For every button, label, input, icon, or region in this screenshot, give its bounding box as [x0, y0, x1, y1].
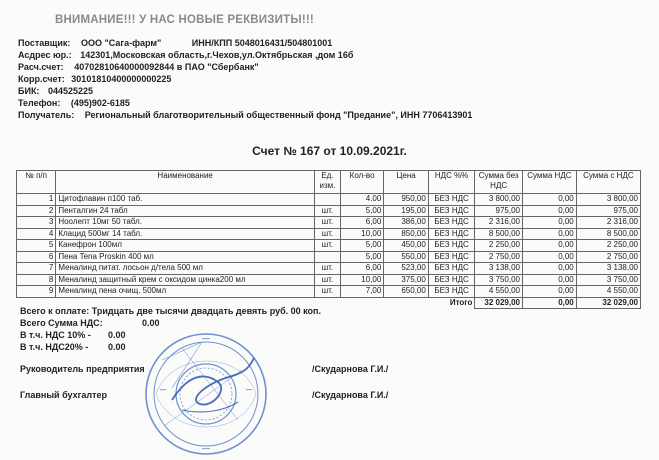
bik-line [18, 86, 93, 96]
vat20-value: 0.00 [108, 342, 126, 352]
table-row [17, 205, 641, 217]
corr-line [18, 74, 171, 84]
row-name: Меналинд защитный крем с оксидом цинка200 мл [56, 274, 315, 286]
vat-total-label: Всего Сумма НДС: [20, 318, 103, 328]
row-unit [315, 194, 341, 206]
phone-line [18, 98, 130, 108]
row-vat-rate: БЕЗ НДС [428, 217, 475, 229]
col-header-num: № п/п [17, 171, 56, 194]
row-price: 950,00 [384, 194, 428, 206]
vat-total-value: 0.00 [142, 318, 160, 328]
row-num: 3 [17, 217, 56, 229]
director-name: /Скударнова Г.И./ [312, 364, 389, 374]
row-unit: шт. [315, 205, 341, 217]
row-name: Меналинд пена очищ. 500мл [56, 286, 315, 298]
row-sum-with-vat: 2 250,00 [576, 240, 640, 252]
supplier-name: ООО "Сага-фарм" [80, 38, 162, 48]
recipient-value: Региональный благотворительный общественный фонд "Предание", ИНН 7706413901 [84, 110, 473, 120]
row-sum-with-vat: 4 550,00 [576, 286, 640, 298]
row-name: Пена Tena Proskin 400 мл [56, 251, 315, 263]
table-row [17, 286, 641, 298]
row-sum-with-vat: 2 750,00 [576, 251, 640, 263]
row-vat-sum: 0,00 [522, 251, 576, 263]
col-header-price: Цена [384, 171, 428, 194]
row-sum-with-vat: 2 316,00 [576, 217, 640, 229]
row-qty: 4.00 [340, 194, 383, 206]
supplier-line [18, 38, 332, 48]
row-unit: шт. [315, 217, 341, 229]
row-qty: 5,00 [340, 251, 383, 263]
supplier-inn: ИНН/КПП 5048016431/504801001 [191, 38, 333, 48]
row-num: 6 [17, 251, 56, 263]
row-price: 386,00 [384, 217, 428, 229]
vat10-line [20, 330, 126, 340]
row-price: 523,00 [384, 263, 428, 275]
row-qty: 7,00 [340, 286, 383, 298]
row-sum-no-vat: 2 250,00 [475, 240, 523, 252]
row-vat-rate: БЕЗ НДС [428, 251, 475, 263]
row-vat-rate: БЕЗ НДС [428, 286, 475, 298]
row-sum-no-vat: 8 500,00 [475, 228, 523, 240]
table-row [17, 194, 641, 206]
notice-banner: ВНИМАНИЕ!!! У НАС НОВЫЕ РЕКВИЗИТЫ!!! [55, 14, 314, 26]
row-unit: шт. [315, 286, 341, 298]
phone-label: Телефон: [18, 98, 61, 108]
col-header-name: Наименование [56, 171, 315, 194]
address-value: 142301,Московская область,г.Чехов,ул.Октябрьская ,дом 16б [80, 50, 354, 60]
col-header-unit: Ед. изм. [315, 171, 341, 194]
total-in-words: Всего к оплате: Тридцать две тысячи двадцать девять руб. 00 коп. [20, 306, 321, 316]
col-header-vat-sum: Сумма НДС [522, 171, 576, 194]
row-qty: 10,00 [340, 228, 383, 240]
vat10-label: В т.ч. НДС 10% - [20, 330, 91, 340]
row-sum-no-vat: 2 750,00 [475, 251, 523, 263]
row-unit: шт. [315, 263, 341, 275]
accountant-name: /Скударнова Г.И./ [312, 390, 389, 400]
row-sum-with-vat: 975,00 [576, 205, 640, 217]
row-name: Клацид 500мг 14 табл. [56, 228, 315, 240]
address-label: Асдрес юр.: [18, 50, 72, 60]
row-price: 650,00 [384, 286, 428, 298]
row-qty: 5,00 [340, 205, 383, 217]
row-qty: 6,00 [340, 263, 383, 275]
table-row [17, 251, 641, 263]
row-unit: шт. [315, 240, 341, 252]
row-num: 1 [17, 194, 56, 206]
row-vat-rate: БЕЗ НДС [428, 205, 475, 217]
row-name: Канефрон 100мл [56, 240, 315, 252]
account-line [18, 62, 259, 72]
row-sum-no-vat: 3 750,00 [475, 274, 523, 286]
row-unit: шт. [315, 274, 341, 286]
bik-value: 044525225 [47, 86, 94, 96]
recipient-label: Получатель: [18, 110, 75, 120]
accountant-label: Главный бухгалтер [20, 390, 108, 400]
address-line [18, 50, 353, 60]
row-vat-rate: БЕЗ НДС [428, 194, 475, 206]
row-num: 7 [17, 263, 56, 275]
row-sum-no-vat: 975,00 [475, 205, 523, 217]
vat10-value: 0.00 [108, 330, 126, 340]
total-vat: 0,00 [522, 297, 576, 309]
total-with-vat: 32 029,00 [576, 297, 640, 309]
invoice-title: Счет № 167 от 10.09.2021г. [252, 144, 407, 158]
row-price: 550,00 [384, 251, 428, 263]
row-sum-with-vat: 3 800,00 [576, 194, 640, 206]
total-no-vat: 32 029,00 [475, 297, 523, 309]
row-sum-with-vat: 3 750,00 [576, 274, 640, 286]
row-name: Пенталгин 24 табл [56, 205, 315, 217]
row-vat-rate: БЕЗ НДС [428, 228, 475, 240]
vat-total-line [20, 318, 160, 328]
row-sum-with-vat: 3 138,00 [576, 263, 640, 275]
row-vat-sum: 0,00 [522, 274, 576, 286]
row-num: 9 [17, 286, 56, 298]
row-num: 8 [17, 274, 56, 286]
corr-value: 30101810400000000225 [71, 74, 172, 84]
row-vat-sum: 0,00 [522, 286, 576, 298]
vat20-line [20, 342, 126, 352]
col-header-sum-with-vat: Сумма с НДС [576, 171, 640, 194]
row-name: Цитофлавин п100 таб. [56, 194, 315, 206]
table-row [17, 217, 641, 229]
col-header-qty: Кол-во [340, 171, 383, 194]
row-vat-sum: 0,00 [522, 263, 576, 275]
row-vat-rate: БЕЗ НДС [428, 263, 475, 275]
row-price: 375,00 [384, 274, 428, 286]
table-row [17, 263, 641, 275]
col-header-sum-no-vat: Сумма без НДС [475, 171, 523, 194]
row-num: 5 [17, 240, 56, 252]
row-price: 850,00 [384, 228, 428, 240]
company-stamp-icon [142, 330, 270, 458]
row-qty: 10,00 [340, 274, 383, 286]
row-num: 4 [17, 228, 56, 240]
row-name: Меналинд питат. лосьон д/тела 500 мл [56, 263, 315, 275]
row-qty: 5,00 [340, 240, 383, 252]
row-sum-no-vat: 2 316,00 [475, 217, 523, 229]
row-price: 195,00 [384, 205, 428, 217]
row-qty: 6,00 [340, 217, 383, 229]
row-unit: шт. [315, 228, 341, 240]
row-unit [315, 251, 341, 263]
row-num: 2 [17, 205, 56, 217]
row-sum-no-vat: 3 800,00 [475, 194, 523, 206]
col-header-vat-rate: НДС %% [428, 171, 475, 194]
corr-label: Корр.счет: [18, 74, 65, 84]
phone-value: (495)902-6185 [70, 98, 130, 108]
row-sum-no-vat: 3 138,00 [475, 263, 523, 275]
row-sum-no-vat: 4 550,00 [475, 286, 523, 298]
vat20-label: В т.ч. НДС20% - [20, 342, 89, 352]
row-vat-rate: БЕЗ НДС [428, 240, 475, 252]
row-vat-sum: 0,00 [522, 240, 576, 252]
table-header-row [17, 171, 641, 194]
row-price: 450,00 [384, 240, 428, 252]
table-row [17, 274, 641, 286]
row-vat-sum: 0,00 [522, 228, 576, 240]
row-name: Ноолепт 10мг 50 табл. [56, 217, 315, 229]
recipient-line [18, 110, 472, 120]
table-row [17, 240, 641, 252]
director-label: Руководитель предприятия [20, 364, 145, 374]
row-vat-rate: БЕЗ НДС [428, 274, 475, 286]
account-value: 40702810640000092844 в ПАО "Сбербанк" [74, 62, 259, 72]
supplier-label: Поставщик: [18, 38, 71, 48]
row-sum-with-vat: 8 500,00 [576, 228, 640, 240]
bik-label: БИК: [18, 86, 40, 96]
account-label: Расч.счет: [18, 62, 64, 72]
row-vat-sum: 0,00 [522, 205, 576, 217]
total-label: Итого [449, 298, 473, 307]
row-vat-sum: 0,00 [522, 217, 576, 229]
table-row [17, 228, 641, 240]
invoice-table [16, 170, 641, 309]
row-vat-sum: 0,00 [522, 194, 576, 206]
